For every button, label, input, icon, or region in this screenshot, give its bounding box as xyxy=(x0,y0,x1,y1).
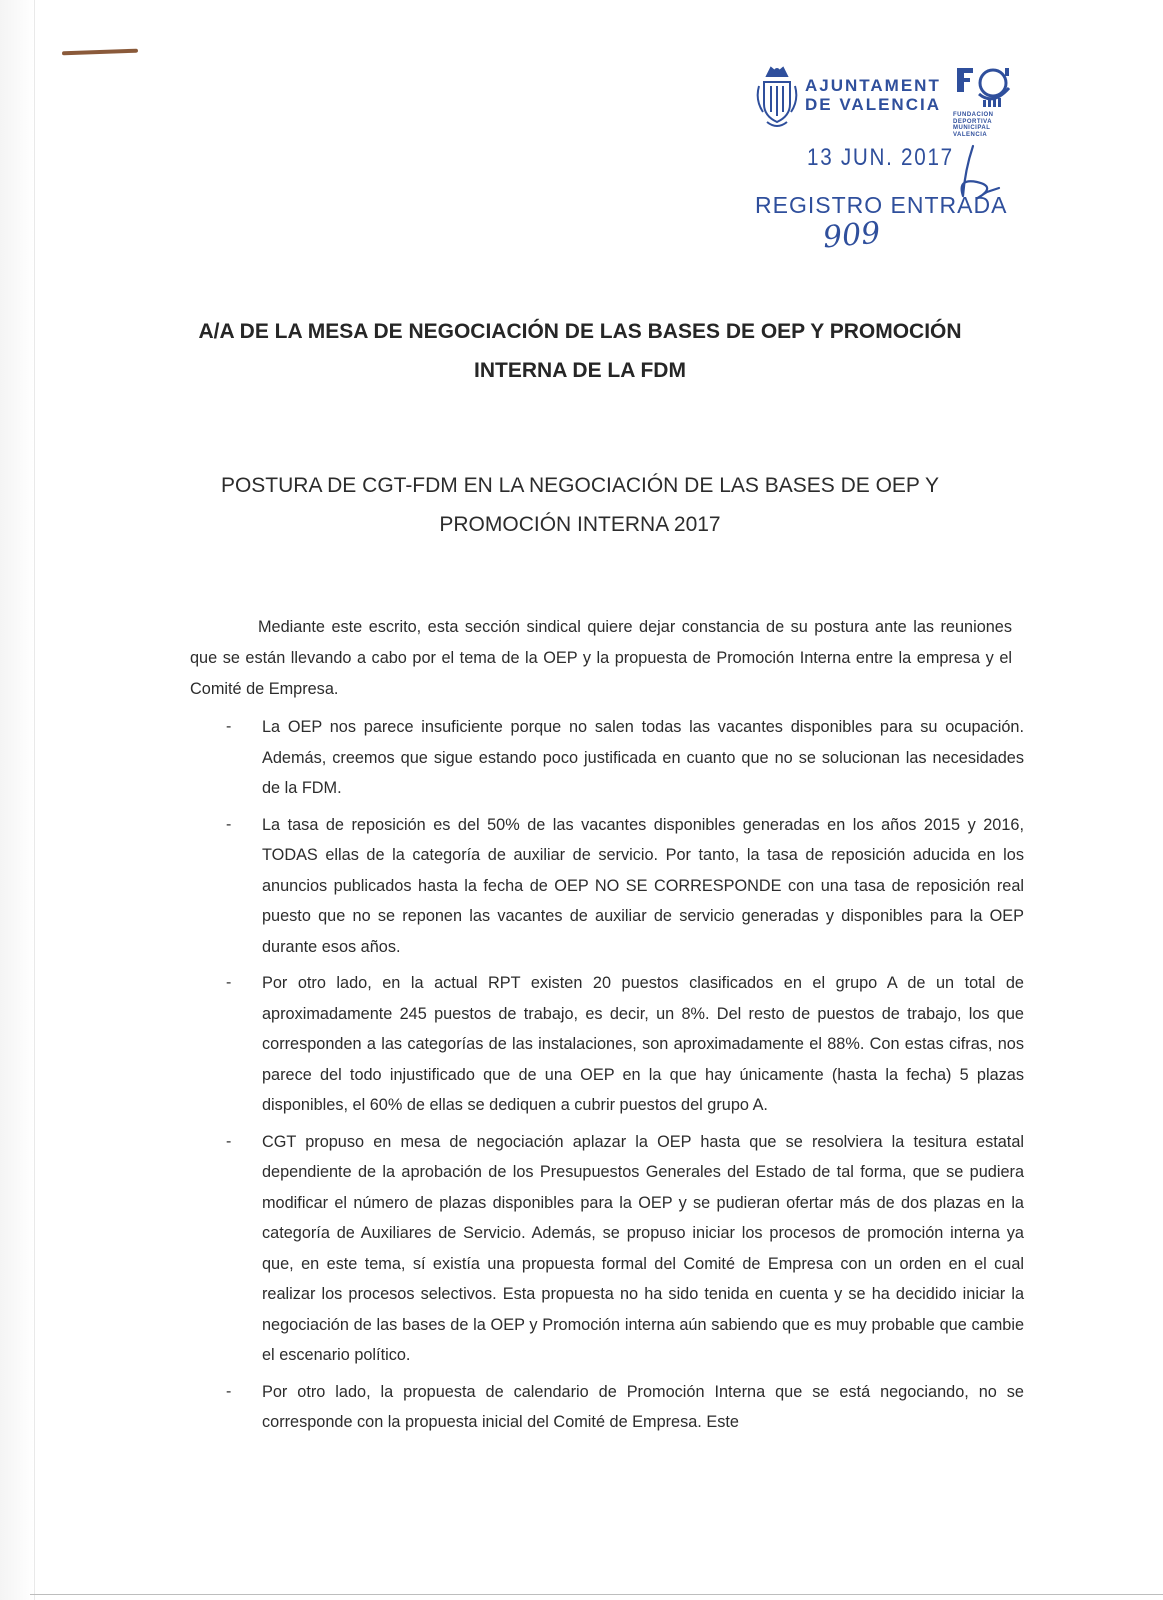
scan-left-edge xyxy=(0,0,35,1600)
bullet-dash: - xyxy=(226,1132,232,1150)
list-item xyxy=(226,968,1024,1121)
fdm-logo-caption xyxy=(953,112,994,138)
staple-mark xyxy=(62,49,138,56)
bullet-dash: - xyxy=(226,1382,232,1400)
list-item xyxy=(226,810,1024,963)
stamp-date: 13 JUN. 2017 xyxy=(807,144,954,171)
list-item xyxy=(226,712,1024,804)
list-item-text: Por otro lado, la propuesta de calendario de Promoción Interna que se está negociando, no se corresponde con la propuesta inicial del Comité de Empresa. Este xyxy=(262,1382,1024,1431)
document-subheading xyxy=(150,466,1010,544)
stamp-entry-number: 909 xyxy=(821,215,882,256)
fdm-caption-line1: FUNDACION xyxy=(953,112,994,118)
list-item xyxy=(226,1127,1024,1371)
fdm-caption-line3: MUNICIPAL xyxy=(953,125,991,131)
list-item-text: La OEP nos parece insuficiente porque no salen todas las vacantes disponibles para su ocupación. Además, creemos que sigue estando poco justificada en cuanto que no se solucionan las necesidades de la FDM. xyxy=(262,718,1024,797)
list-item-text: Por otro lado, en la actual RPT existen 20 puestos clasificados en el grupo A de un total de aproximadamente 245 puestos de trabajo, es decir, un 8%. Del resto de puestos de trabajo, los que corresponden a las categorías de las instalaciones, son aproximadamente el 88%. Con estas cifras, nos parece del todo injustificado que de una OEP en la que hay únicamente (hasta la fecha) 5 plazas disponibles, el 60% de ellas se dediquen a cubrir puestos del grupo A. xyxy=(262,974,1024,1114)
intro-paragraph: Mediante este escrito, esta sección sindical quiere dejar constancia de su postura ante las reuniones que se están llevando a cabo por el tema de la OEP y la propuesta de Promoción Interna entre la empresa y el Comité de Empresa. xyxy=(190,618,1012,698)
fdm-caption-line4: VALENCIA xyxy=(953,131,988,138)
heading-line2: INTERNA DE LA FDM xyxy=(474,359,686,382)
registration-stamp xyxy=(755,62,1150,272)
bullet-dash: - xyxy=(226,815,232,833)
fdm-caption-line2: DEPORTIVA xyxy=(953,118,993,125)
document-heading xyxy=(150,312,1010,390)
subheading-line2: PROMOCIÓN INTERNA 2017 xyxy=(439,513,721,536)
scan-bottom-line xyxy=(30,1594,1163,1595)
fdm-logo-icon xyxy=(955,66,1011,108)
list-item-text: La tasa de reposición es del 50% de las vacantes disponibles generadas en los años 2015 y 2016, TODAS ellas de la categoría de auxiliar de servicio. Por tanto, la tasa de reposición aducida en los anuncios publicados hasta la fecha de OEP NO SE CORRESPONDE con una tasa de reposición real puesto que no se reponen las vacantes de auxiliar de servicio generadas y disponibles para la OEP durante esos años. xyxy=(262,815,1024,956)
bullet-dash: - xyxy=(226,718,232,735)
stamp-org-line2: DE VALENCIA xyxy=(805,95,941,114)
stamp-org-line1: AJUNTAMENT xyxy=(805,76,941,95)
stamp-register-label: REGISTRO ENTRADA xyxy=(755,192,1008,218)
bullet-dash: - xyxy=(226,974,232,991)
list-item-text: CGT propuso en mesa de negociación aplazar la OEP hasta que se resolviera la tesitura estatal dependiente de la aprobación de los Presupuestos Generales del Estado de tal forma, que se pudiera modificar el número de plazas disponibles para la OEP y se pudieran ofertar más de dos plazas en la categoría de Auxiliares de Servicio. Además, se propuso iniciar los procesos de promoción interna ya que, en este tema, sí existía una propuesta formal del Comité de Empresa con un orden en el cual realizar los procesos selectivos. Esta propuesta no ha sido tenida en cuenta y se ha decidido iniciar la negociación de las bases de la OEP y Promoción interna aún sabiendo que es muy probable que cambie el escenario político. xyxy=(262,1132,1024,1364)
subheading-line1: POSTURA DE CGT-FDM EN LA NEGOCIACIÓN DE LAS BASES DE OEP Y xyxy=(220,474,940,497)
heading-line1: A/A DE LA MESA DE NEGOCIACIÓN DE LAS BASES DE OEP Y PROMOCIÓN xyxy=(198,320,962,343)
stamp-organization xyxy=(805,76,941,114)
coat-of-arms-icon xyxy=(755,64,799,130)
list-item xyxy=(226,1377,1024,1438)
position-points-list xyxy=(226,712,1024,1440)
